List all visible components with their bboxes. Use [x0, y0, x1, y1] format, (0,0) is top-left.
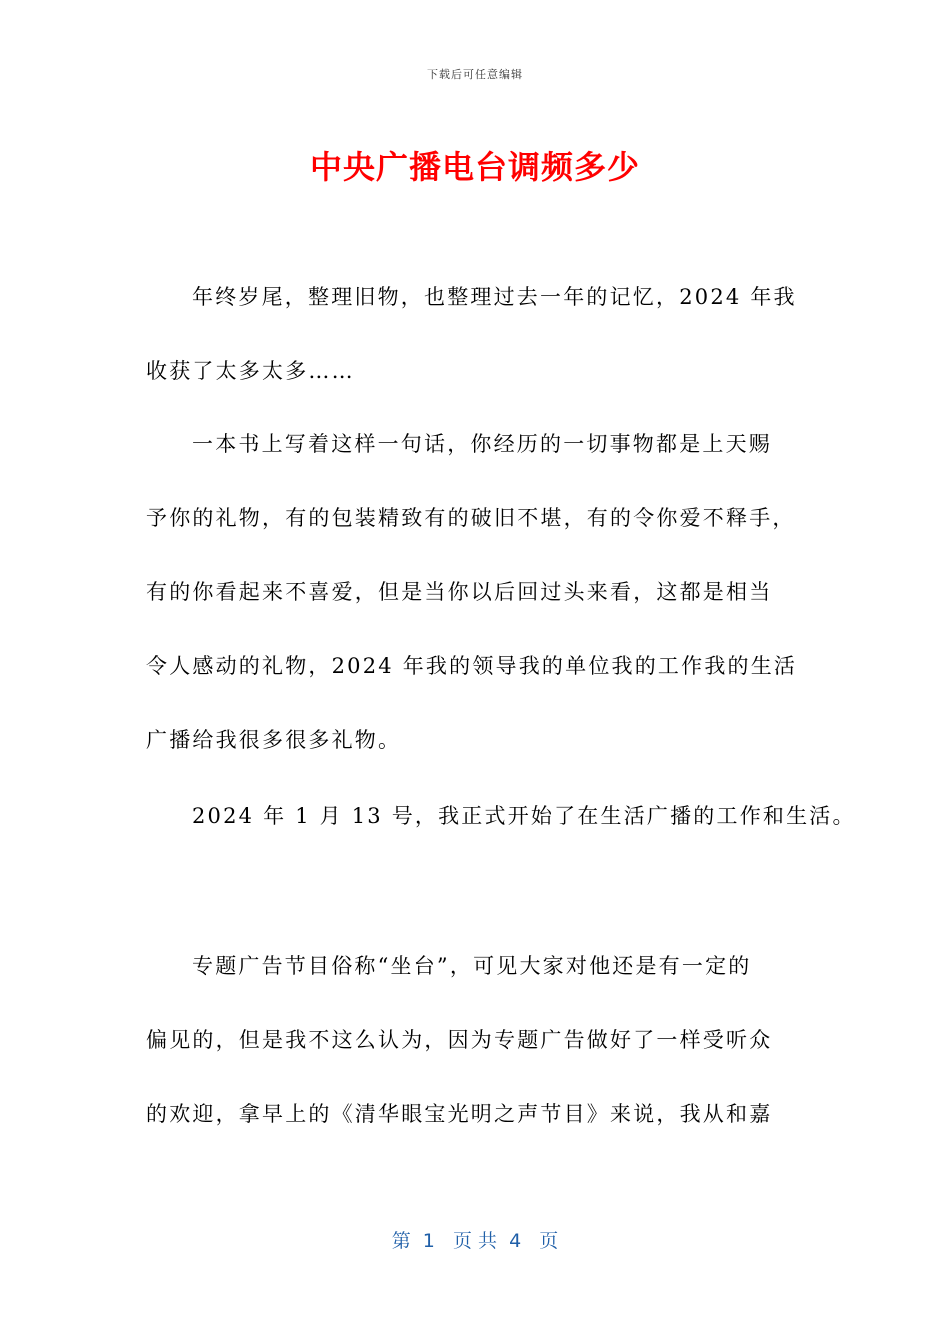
body-line: 予你的礼物，有的包装精致有的破旧不堪，有的令你爱不释手， [146, 506, 796, 530]
body-line: 一本书上写着这样一句话，你经历的一切事物都是上天赐 [192, 432, 772, 456]
body-line: 偏见的，但是我不这么认为，因为专题广告做好了一样受听众 [146, 1028, 773, 1052]
body-line: 令人感动的礼物，2024 年我的领导我的单位我的工作我的生活 [146, 654, 798, 678]
page-footer: 第 1 页 共 4 页 [391, 1230, 559, 1252]
body-line: 年终岁尾，整理旧物，也整理过去一年的记忆，2024 年我 [192, 285, 797, 309]
body-line: 专题广告节目俗称“坐台”，可见大家对他还是有一定的 [192, 954, 752, 978]
body-line: 的欢迎，拿早上的《清华眼宝光明之声节目》来说，我从和嘉 [146, 1102, 773, 1126]
body-line: 2024 年 1 月 13 号，我正式开始了在生活广播的工作和生活。 [192, 804, 856, 828]
body-line: 有的你看起来不喜爱，但是当你以后回过头来看，这都是相当 [146, 580, 773, 604]
body-line: 广播给我很多很多礼物。 [146, 728, 402, 752]
header-note: 下载后可任意编辑 [427, 68, 523, 81]
document-title: 中央广播电台调频多少 [309, 148, 640, 186]
body-line: 收获了太多太多…… [146, 359, 355, 383]
